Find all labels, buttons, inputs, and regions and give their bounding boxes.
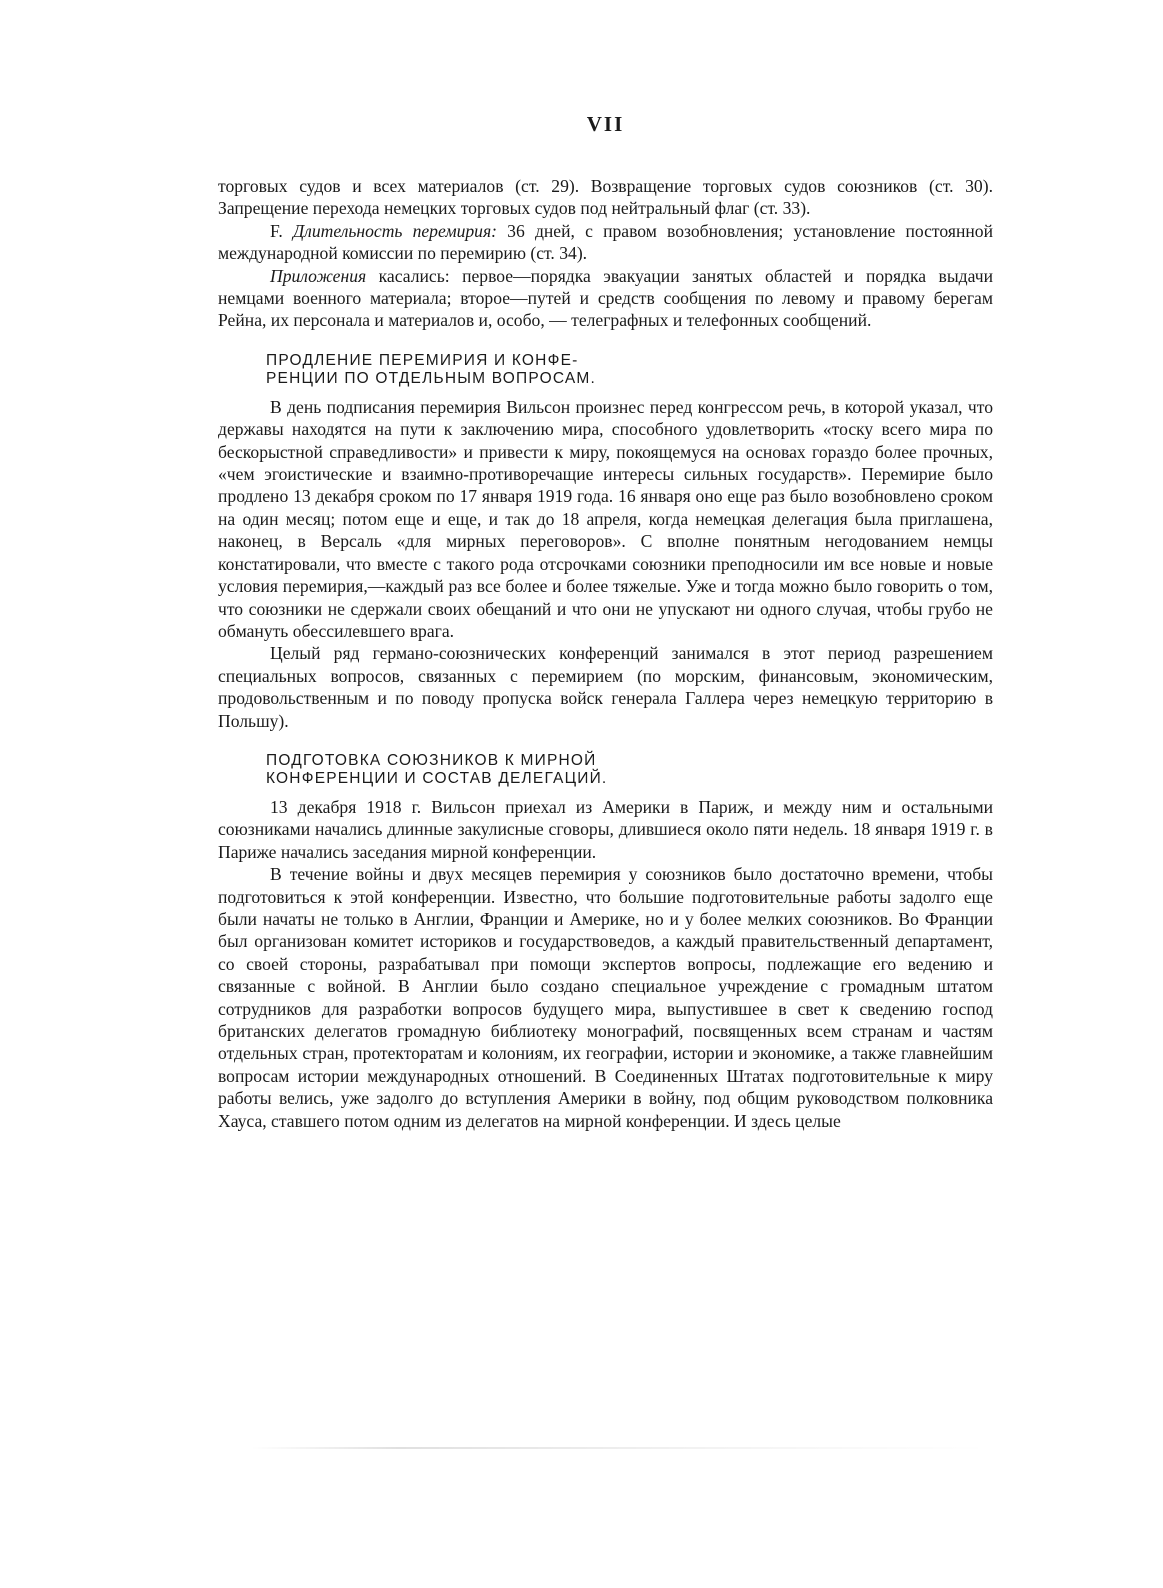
paragraph-conferences xyxy=(218,642,993,732)
heading-line: РЕНЦИИ ПО ОТДЕЛЬНЫМ ВОПРОСАМ. xyxy=(266,369,597,387)
heading-line: КОНФЕРЕНЦИИ И СОСТАВ ДЕЛЕГАЦИЙ. xyxy=(266,769,608,787)
paragraph-text: торговых судов и всех материалов (ст. 29). Возвращение торговых судов союзников (ст. 30). Запрещение перехода немецких торговых судов под нейтральный флаг (ст. 33). xyxy=(218,176,993,219)
paragraph-preparatory-work xyxy=(218,863,993,1132)
paragraph-trade-ships xyxy=(218,175,993,220)
paragraph-wilson-paris xyxy=(218,796,993,863)
paragraph-text: Целый ряд германо-союзнических конференций занимался в этот период разрешением специальных вопросов, связанных с перемирием (по морским, финансовым, экономическим, продовольственным и по поводу пропуска войск генерала Галлера через немецкую территорию в Польшу). xyxy=(218,643,993,731)
paragraph-text: В день подписания перемирия Вильсон произнес перед конгрессом речь, в которой указал, что державы находятся на пути к заключению мира, способного удовлетворить «тоску всего мира по бескорыстной справедливости» и привести к миру, покоящемуся на основах гораздо более прочных, «чем эгоистические и взаимно-противоречащие интересы сильных государств». Перемирие было продлено 13 декабря сроком по 17 января 1919 года. 16 января оно еще раз было возобновлено сроком на один месяц; потом еще и еще, и так до 18 апреля, когда немецкая делегация была приглашена, наконец, в Версаль «для мирных переговоров». С вполне понятным негодованием немцы констатировали, что вместе с такого рода отсрочками союзники преподносили им все новые и новые условия перемирия,—каждый раз все более и более тяжелые. Уже и тогда можно было говорить о том, что союзники не сдержали своих обещаний и что они не упускают ни одного случая, чтобы грубо не обмануть обессилевшего врага. xyxy=(218,396,993,641)
section-label: Длительность перемирия: xyxy=(292,220,498,241)
paragraph-text: В течение войны и двух месяцев перемирия у союзников было достаточно времени, чтобы подготовиться к этой конференции. Известно, что большие подготовительные работы задолго еще были начаты не только в Англии, Франции и Америке, но и у более мелких союзников. Во Франции был организован комитет историков и государствоведов, а каждый правительственный департамент, со своей стороны, разрабатывал при помощи экспертов вопросы, подлежащие его ведению и связанные с войной. В Англии было создано специальное учреждение с громадным штатом сотрудников для разработки вопросов будущего мира, выпустившее в свет к сведению господ британских делегатов громадную библиотеку монографий, посвященных всем странам и частям отдельных стран, протекторатам и колониям, их географии, истории и экономике, а также главнейшим вопросам истории международных отношений. В Соединенных Штатах подготовительные к миру работы велись, уже задолго до вступления Америки в войну, под общим руководством полковника Хауса, ставшего потом одним из делегатов на мирной конференции. И здесь целые xyxy=(218,864,993,1131)
section-heading-extension xyxy=(266,352,993,388)
section-letter: F. xyxy=(270,220,293,241)
paragraph-wilson-speech xyxy=(218,396,993,642)
heading-line: ПРОДЛЕНИЕ ПЕРЕМИРИЯ И КОНФЕ- xyxy=(266,351,579,369)
heading-line: ПОДГОТОВКА СОЮЗНИКОВ К МИРНОЙ xyxy=(266,751,597,769)
scan-artifact xyxy=(250,1447,990,1449)
page-number: VII xyxy=(586,112,625,136)
paragraph-text: касались: первое—порядка эвакуации занятых областей и порядка выдачи немцами военного материала; второе—путей и средств сообщения по левому и правому берегам Рейна, их персонала и материалов и, особо, — телеграфных и телефонных сообщений. xyxy=(218,265,993,331)
section-heading-preparation xyxy=(266,752,993,788)
paragraph-text: 13 декабря 1918 г. Вильсон приехал из Америки в Париж, и между ним и остальными союзниками начались длинные закулисные сговоры, длившиеся около пяти недель. 18 января 1919 г. в Париже начались заседания мирной конференции. xyxy=(218,796,993,862)
paragraph-armistice-duration xyxy=(218,220,993,265)
paragraph-annexes xyxy=(218,265,993,332)
paragraph-text: 36 дней, с правом возобновления; установление постоянной международной комиссии по перемирию (ст. 34). xyxy=(218,220,993,264)
section-label: Приложения xyxy=(270,265,367,286)
